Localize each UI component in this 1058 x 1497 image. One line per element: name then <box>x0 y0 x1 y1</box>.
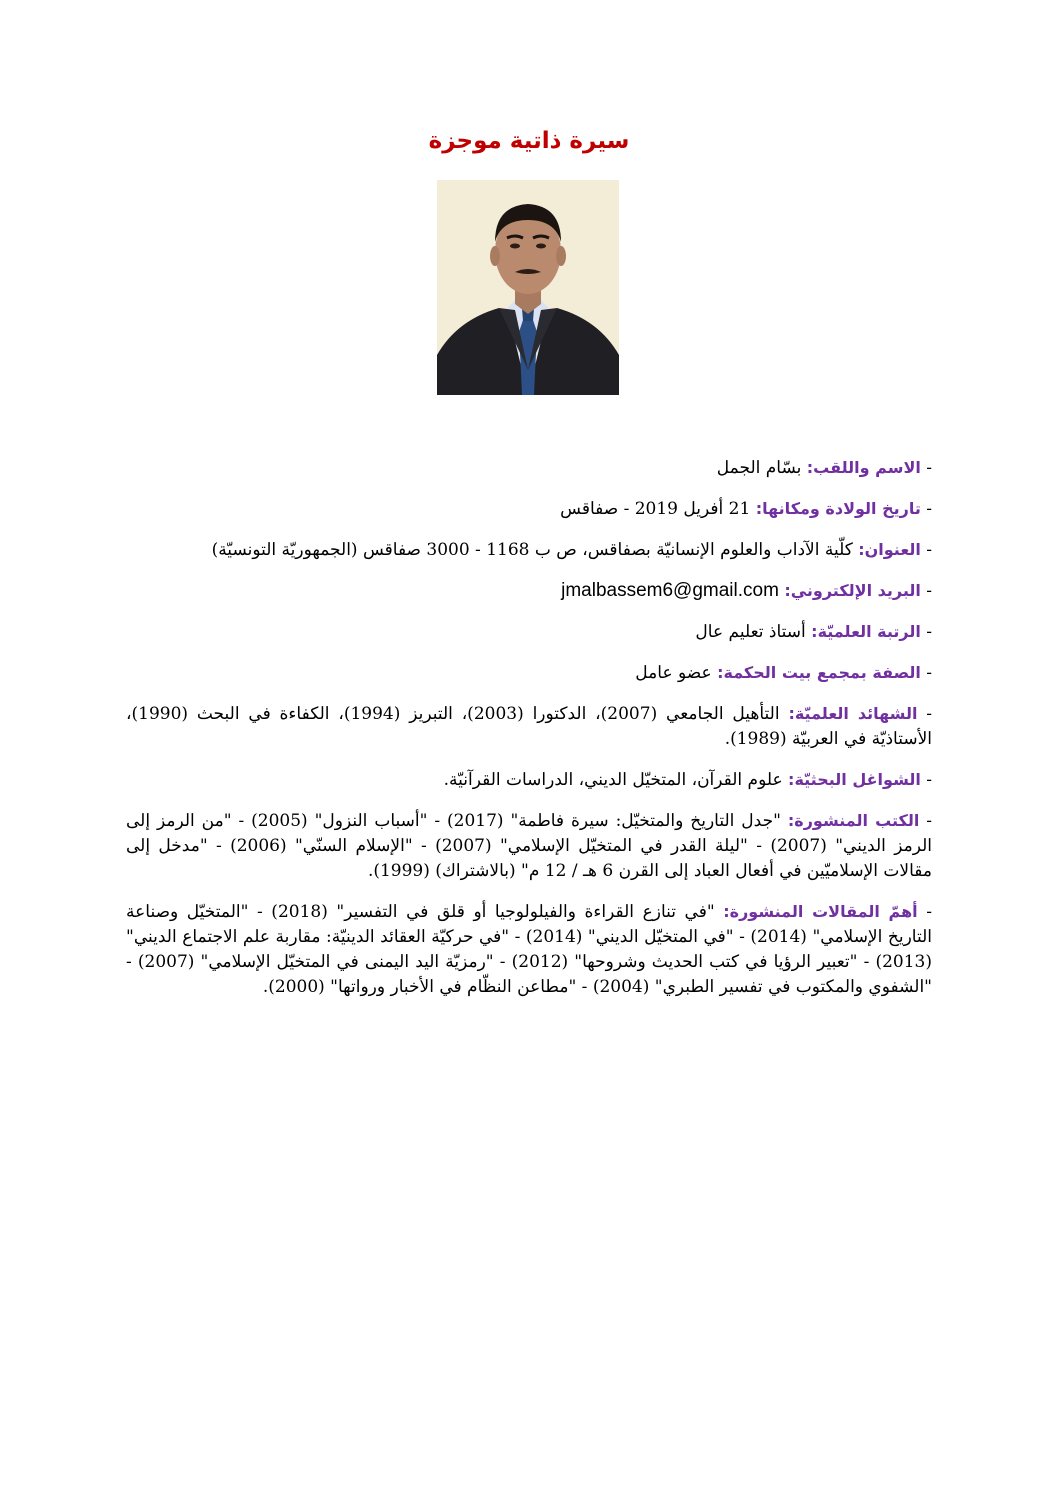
degrees-label: الشهائد العلميّة: <box>788 704 918 723</box>
academy-value: عضو عامل <box>635 663 712 683</box>
email-label: البريد الإلكتروني: <box>784 581 921 600</box>
rank-value: أستاذ تعليم عال <box>695 622 806 642</box>
academy-label: الصفة بمجمع بيت الحكمة: <box>717 663 921 682</box>
name-value: بسّام الجمل <box>716 458 802 478</box>
cv-item-address: - العنوان: كلّية الآداب والعلوم الإنسانيّة بصفاقس، ص ب 1168 - 3000 صفاقس (الجمهوريّة التونسيّة) <box>211 540 932 560</box>
cv-details <box>126 455 932 1015</box>
email-value[interactable]: jmalbassem6@gmail.com <box>561 580 779 601</box>
portrait-photo <box>437 180 619 395</box>
cv-item-degrees: - الشهائد العلميّة: التأهيل الجامعي (2007)، الدكتورا (2003)، التبريز (1994)، الكفاءة في البحث (1990)، الأستاذيّة في العربيّة (1989). <box>126 704 933 749</box>
cv-item-articles: - أهمّ المقالات المنشورة: "في تنازع القراءة والفيلولوجيا أو قلق في التفسير" (2018) - "المتخيّل وصناعة التاريخ الإسلامي" (2014) - "في المتخيّل الديني" (2014) - "في حركيّة العقائد الدينيّة: مقاربة علم الاجتماع الديني" (2013) - "تعبير الرؤيا في كتب الحديث وشروحها" (2012) - "رمزيّة اليد اليمنى في المتخيّل الإسلامي" (2007) - "الشفوي والمكتوب في تفسير الطبري" (2004) - "مطاعن النظّام في الأخبار ورواتها" (2000). <box>126 902 932 997</box>
address-label: العنوان: <box>858 540 921 559</box>
books-label: الكتب المنشورة: <box>787 811 920 830</box>
research-label: الشواغل البحثيّة: <box>788 770 921 789</box>
birth-value: 21 أفريل 2019 - صفاقس <box>560 499 751 519</box>
name-label: الاسم واللقب: <box>806 458 921 477</box>
cv-item-research: - الشواغل البحثيّة: علوم القرآن، المتخيّل الديني، الدراسات القرآنيّة. <box>443 770 932 790</box>
page-title: سيرة ذاتية موجزة <box>428 128 630 154</box>
cv-item-academy: - الصفة بمجمع بيت الحكمة: عضو عامل <box>635 663 932 683</box>
cv-item-birth: - تاريخ الولادة ومكانها: 21 أفريل 2019 - صفاقس <box>560 499 932 519</box>
degrees-value: التأهيل الجامعي (2007)، الدكتورا (2003)، التبريز (1994)، الكفاءة في البحث (1990)، الأستاذيّة في العربيّة (1989). <box>126 704 932 749</box>
birth-label: تاريخ الولادة ومكانها: <box>755 499 921 518</box>
cv-item-name: - الاسم واللقب: بسّام الجمل <box>716 458 932 478</box>
research-value: علوم القرآن، المتخيّل الديني، الدراسات القرآنيّة. <box>443 770 783 790</box>
articles-value: "في تنازع القراءة والفيلولوجيا أو قلق في التفسير" (2018) - "المتخيّل وصناعة التاريخ الإسلامي" (2014) - "في المتخيّل الديني" (2014) - "في حركيّة العقائد الدينيّة: مقاربة علم الاجتماع الديني" (2013) - "تعبير الرؤيا في كتب الحديث وشروحها" (2012) - "رمزيّة اليد اليمنى في المتخيّل الإسلامي" (2007) - "الشفوي والمكتوب في تفسير الطبري" (2004) - "مطاعن النظّام في الأخبار ورواتها" (2000). <box>126 902 932 997</box>
cv-item-rank: - الرتبة العلميّة: أستاذ تعليم عال <box>695 622 932 642</box>
address-value: كلّية الآداب والعلوم الإنسانيّة بصفاقس، ص ب 1168 - 3000 صفاقس (الجمهوريّة التونسيّة) <box>211 540 853 560</box>
cv-item-books: - الكتب المنشورة: "جدل التاريخ والمتخيّل: سيرة فاطمة" (2017) - "أسباب النزول" (2005) - "من الرمز إلى الرمز الديني" (2007) - "ليلة القدر في المتخيّل الإسلامي" (2007) - "الإسلام السنّي" (2006) - "مدخل إلى مقالات الإسلاميّين في أفعال العباد إلى القرن 6 هـ / 12 م" (بالاشتراك) (1999). <box>126 811 933 881</box>
books-value: "جدل التاريخ والمتخيّل: سيرة فاطمة" (2017) - "أسباب النزول" (2005) - "من الرمز إلى الرمز الديني" (2007) - "ليلة القدر في المتخيّل الإسلامي" (2007) - "الإسلام السنّي" (2006) - "مدخل إلى مقالات الإسلاميّين في أفعال العباد إلى القرن 6 هـ / 12 م" (بالاشتراك) (1999). <box>126 811 932 881</box>
rank-label: الرتبة العلميّة: <box>811 622 921 641</box>
articles-label: أهمّ المقالات المنشورة: <box>723 902 918 921</box>
cv-item-email: - البريد الإلكتروني: jmalbassem6@gmail.com <box>561 580 932 601</box>
